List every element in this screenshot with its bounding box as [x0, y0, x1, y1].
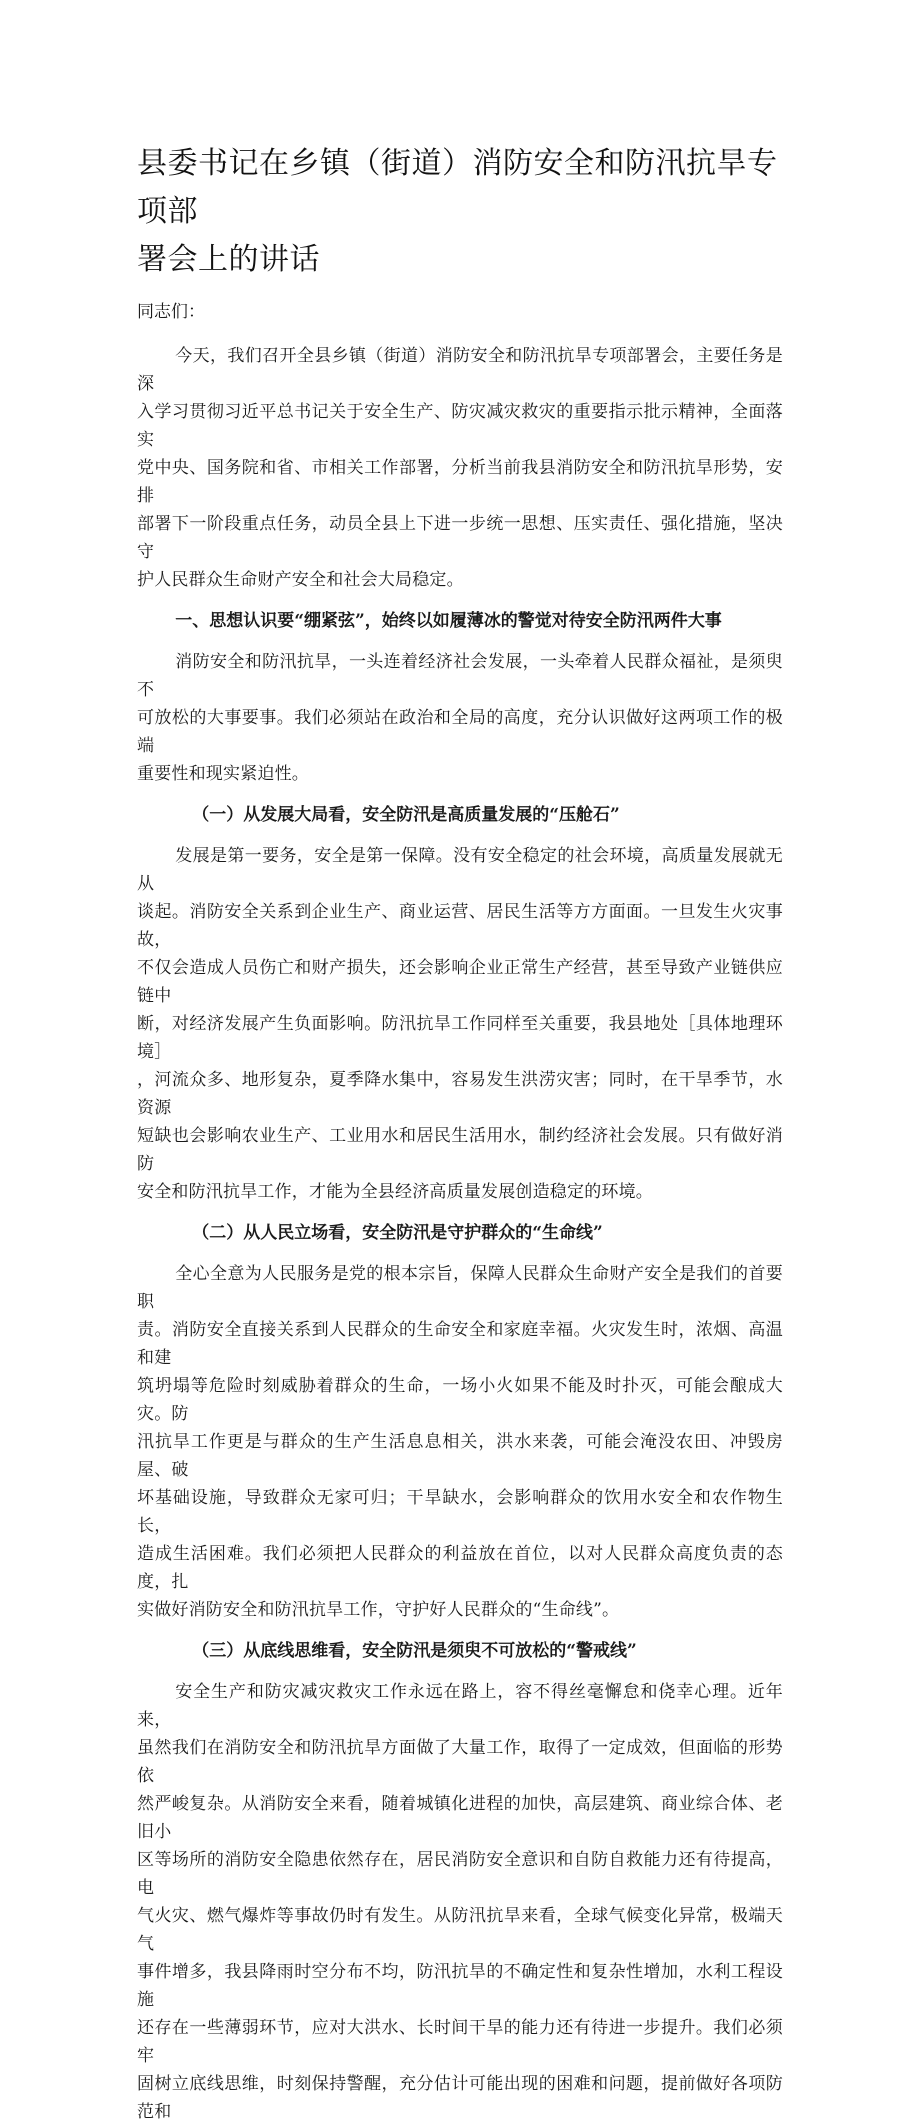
text-line: 短缺也会影响农业生产、工业用水和居民生活用水，制约经济社会发展。只有做好消防: [137, 1126, 783, 1174]
text-line: 虽然我们在消防安全和防汛抗旱方面做了大量工作，取得了一定成效，但面临的形势依: [137, 1738, 783, 1786]
text-line: 重要性和现实紧迫性。: [137, 764, 309, 784]
subsection-heading: （三）从底线思维看，安全防汛是须臾不可放松的“警戒线”: [192, 1641, 637, 1661]
text-line: 可放松的大事要事。我们必须站在政治和全局的高度，充分认识做好这两项工作的极端: [137, 708, 783, 756]
text-line: 不仅会造成人员伤亡和财产损失，还会影响企业正常生产经营，甚至导致产业链供应链中: [137, 958, 783, 1006]
title-line: 署会上的讲话: [137, 242, 320, 277]
title-line: 县委书记在乡镇（街道）消防安全和防汛抗旱专项部: [137, 146, 778, 229]
text-line: 发展是第一要务，安全是第一保障。没有安全稳定的社会环境，高质量发展就无从: [137, 846, 783, 894]
text-line: 全心全意为人民服务是党的根本宗旨，保障人民群众生命财产安全是我们的首要职: [137, 1264, 783, 1312]
text-line: 事件增多，我县降雨时空分布不均，防汛抗旱的不确定性和复杂性增加，水利工程设施: [137, 1962, 783, 2010]
text-line: 断，对经济发展产生负面影响。防汛抗旱工作同样至关重要，我县地处［具体地理环境］: [137, 1014, 783, 1062]
text-line: 造成生活困难。我们必须把人民群众的利益放在首位，以对人民群众高度负责的态度，扎: [137, 1544, 783, 1592]
section-paragraph: [137, 648, 783, 788]
text-line: 谈起。消防安全关系到企业生产、商业运营、居民生活等方方面面。一旦发生火灾事故，: [137, 902, 783, 950]
text-line: 坏基础设施，导致群众无家可归；干旱缺水，会影响群众的饮用水安全和农作物生长，: [137, 1488, 783, 1536]
subsection-heading: （二）从人民立场看，安全防汛是守护群众的“生命线”: [192, 1223, 603, 1243]
text-line: 部署下一阶段重点任务，动员全县上下进一步统一思想、压实责任、强化措施，坚决守: [137, 514, 783, 562]
subsection-heading: （一）从发展大局看，安全防汛是高质量发展的“压舱石”: [192, 805, 620, 825]
text-line: 安全和防汛抗旱工作，才能为全县经济高质量发展创造稳定的环境。: [137, 1182, 653, 1202]
text-line: 安全生产和防灾减灾救灾工作永远在路上，容不得丝毫懈怠和侥幸心理。近年来，: [137, 1682, 783, 1730]
text-line: 今天，我们召开全县乡镇（街道）消防安全和防汛抗旱专项部署会，主要任务是深: [137, 346, 783, 394]
text-line: 然严峻复杂。从消防安全来看，随着城镇化进程的加快，高层建筑、商业综合体、老旧小: [137, 1794, 783, 1842]
text-line: 气火灾、燃气爆炸等事故仍时有发生。从防汛抗旱来看，全球气候变化异常，极端天气: [137, 1906, 783, 1954]
page-title: [137, 140, 783, 284]
text-line: 入学习贯彻习近平总书记关于安全生产、防灾减灾救灾的重要指示批示精神，全面落实: [137, 402, 783, 450]
subsection-paragraph: [137, 1260, 783, 1624]
text-line: 护人民群众生命财产安全和社会大局稳定。: [137, 570, 464, 590]
subsection-paragraph: [137, 1678, 783, 2126]
text-line: 区等场所的消防安全隐患依然存在，居民消防安全意识和自防自救能力还有待提高，电: [137, 1850, 783, 1898]
subsection-paragraph: [137, 842, 783, 1206]
section-heading: 一、思想认识要“绷紧弦”，始终以如履薄冰的警觉对待安全防汛两件大事: [175, 611, 722, 631]
text-line: 固树立底线思维，时刻保持警醒，充分估计可能出现的困难和问题，提前做好各项防范和: [137, 2074, 783, 2122]
text-line: ，河流众多、地形复杂，夏季降水集中，容易发生洪涝灾害；同时，在干旱季节，水资源: [137, 1070, 783, 1118]
intro-paragraph: [137, 342, 783, 594]
text-line: 筑坍塌等危险时刻威胁着群众的生命，一场小火如果不能及时扑灭，可能会酿成大灾。防: [137, 1376, 783, 1424]
text-line: 汛抗旱工作更是与群众的生产生活息息相关，洪水来袭，可能会淹没农田、冲毁房屋、破: [137, 1432, 783, 1480]
text-line: 还存在一些薄弱环节，应对大洪水、长时间干旱的能力还有待进一步提升。我们必须牢: [137, 2018, 783, 2066]
text-line: 实做好消防安全和防汛抗旱工作，守护好人民群众的“生命线”。: [137, 1600, 620, 1620]
salutation: 同志们：: [137, 302, 205, 322]
text-line: 责。消防安全直接关系到人民群众的生命安全和家庭幸福。火灾发生时，浓烟、高温和建: [137, 1320, 783, 1368]
text-line: 消防安全和防汛抗旱，一头连着经济社会发展，一头牵着人民群众福祉，是须臾不: [137, 652, 783, 700]
text-line: 党中央、国务院和省、市相关工作部署，分析当前我县消防安全和防汛抗旱形势，安排: [137, 458, 783, 506]
